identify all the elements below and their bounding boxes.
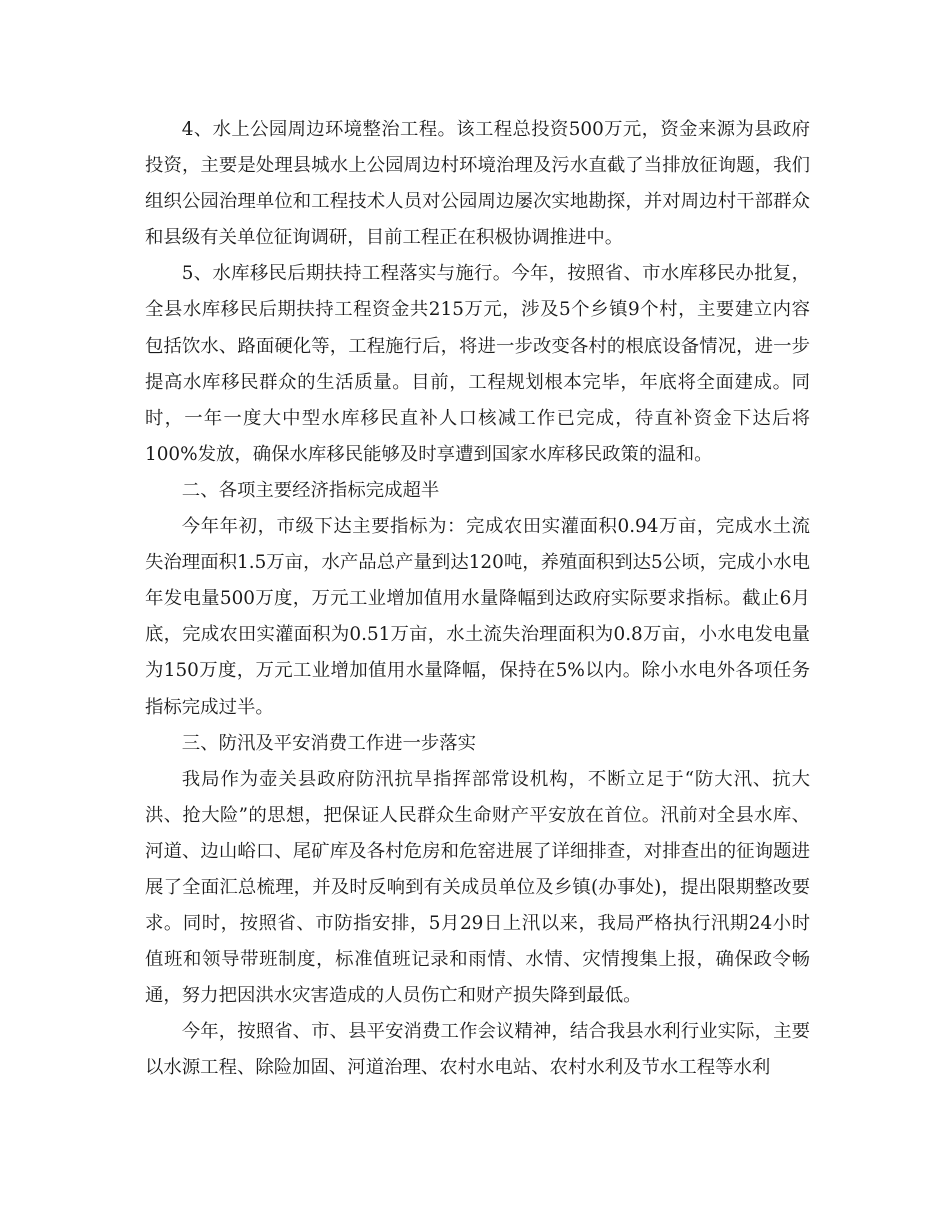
- paragraph-flood-control: 我局作为壶关县政府防汛抗旱指挥部常设机构，不断立足于“防大汛、抗大洪、抢大险”的思想，把保证人民群众生命财产平安放在首位。汛前对全县水库、河道、边山峪口、尾矿库及各村危房和危窑进展了详细排查，对排查出的征询题进展了全面汇总梳理，并及时反响到有关成员单位及乡镇(办事处)，提出限期整改要求。同时，按照省、市防指安排，5月29日上汛以来，我局严格执行汛期24小时值班和领导带班制度，标准值班记录和雨情、水情、灾情搜集上报，确保政令畅通，努力把因洪水灾害造成的人员伤亡和财产损失降到最低。: [145, 768, 810, 1007]
- paragraph-reservoir-resettlement: 5、水库移民后期扶持工程落实与施行。今年，按照省、市水库移民办批复，全县水库移民后期扶持工程资金共215万元，涉及5个乡镇9个村，主要建立内容包括饮水、路面硬化等，工程施行后，将进一步改变各村的根底设备情况，进一步提高水库移民群众的生活质量。目前，工程规划根本完毕，年底将全面建成。同时，一年一度大中型水库移民直补人口核减工作已完成，待直补资金下达后将100%发放，确保水库移民能够及时享遭到国家水库移民政策的温和。: [145, 263, 810, 465]
- section-heading-economic-indicators: 二、各项主要经济指标完成超半: [181, 479, 440, 501]
- document-body: [145, 112, 810, 1087]
- paragraph-safety-production: 今年，按照省、市、县平安消费工作会议精神，结合我县水利行业实际，主要以水源工程、除险加固、河道治理、农村水电站、农村水利及节水工程等水利: [145, 1021, 810, 1079]
- paragraph-annual-indicators: 今年年初，市级下达主要指标为：完成农田实灌面积0.94万亩，完成水土流失治理面积1.5万亩，水产品总产量到达120吨，养殖面积到达5公顷，完成小水电年发电量500万度，万元工业增加值用水量降幅到达政府实际要求指标。截止6月底，完成农田实灌面积为0.51万亩，水土流失治理面积为0.8万亩，小水电发电量为150万度，万元工业增加值用水量降幅，保持在5%以内。除小水电外各项任务指标完成过半。: [145, 516, 810, 718]
- paragraph-water-park-project: 4、水上公园周边环境整治工程。该工程总投资500万元，资金来源为县政府投资，主要是处理县城水上公园周边村环境治理及污水直截了当排放征询题，我们组织公园治理单位和工程技术人员对公园周边屡次实地勘探，并对周边村干部群众和县级有关单位征询调研，目前工程正在积极协调推进中。: [145, 119, 810, 249]
- section-heading-flood-safety: 三、防汛及平安消费工作进一步落实: [181, 732, 477, 754]
